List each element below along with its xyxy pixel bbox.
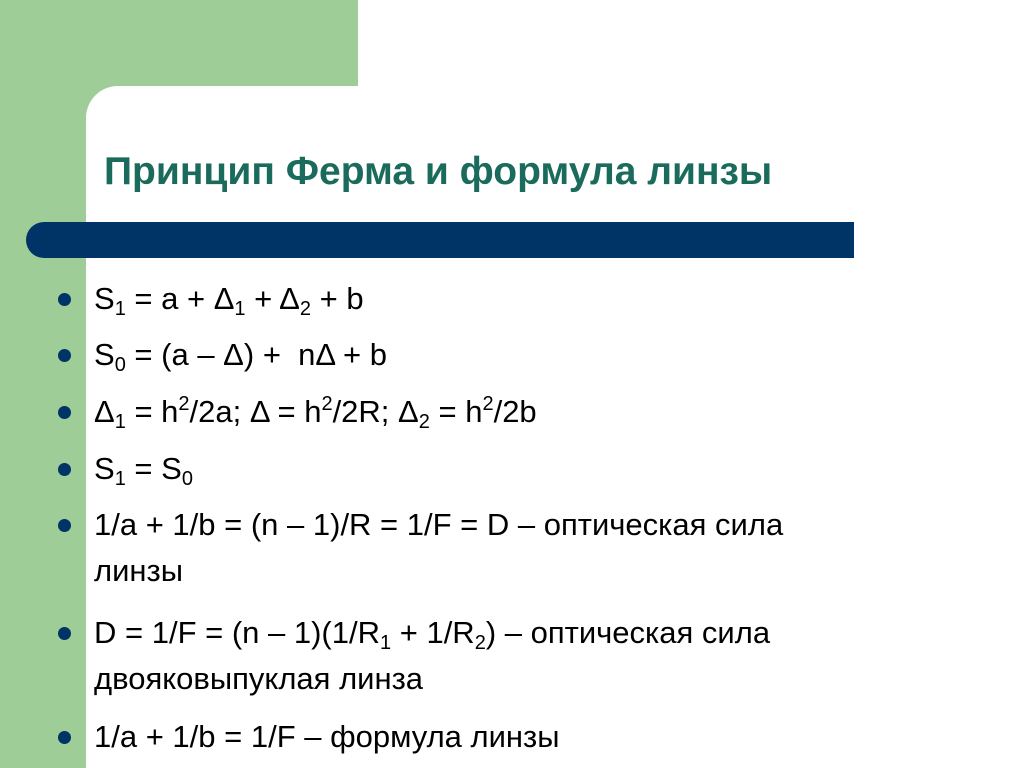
- subscript: 0: [114, 354, 126, 376]
- bullet-dot-icon: [58, 293, 71, 306]
- formula-text-continuation: двояковыпуклая линза: [94, 661, 424, 696]
- bullet-item-6: [94, 610, 994, 702]
- formula-text: + b: [311, 281, 364, 316]
- formula-text: = S: [125, 451, 182, 486]
- superscript: 2: [321, 393, 333, 415]
- formula-text: + Δ: [245, 281, 300, 316]
- formula-text: /2b: [493, 394, 537, 429]
- formula-text-continuation: линзы: [94, 553, 184, 588]
- bullet-item-1: [94, 276, 994, 322]
- bullet-item-7: [94, 714, 994, 760]
- bullet-item-5: [94, 502, 994, 594]
- subscript: 1: [234, 298, 246, 320]
- bullet-dot-icon: [58, 519, 71, 532]
- subscript: 2: [474, 632, 486, 654]
- bullet-dot-icon: [58, 463, 71, 476]
- subscript: 2: [299, 298, 311, 320]
- formula-text: + 1/R: [391, 615, 475, 650]
- bullet-dot-icon: [58, 627, 71, 640]
- formula-text: = h: [125, 394, 179, 429]
- formula-text: = (a – Δ) + nΔ + b: [125, 337, 387, 372]
- formula-text: /2a; Δ = h: [189, 394, 322, 429]
- bullet-dot-icon: [58, 406, 71, 419]
- formula-text: Δ: [94, 394, 115, 429]
- subscript: 1: [380, 632, 392, 654]
- formula-text: 1/a + 1/b = 1/F – формула линзы: [94, 719, 560, 754]
- subscript: 1: [114, 411, 126, 433]
- formula-text: = h: [429, 394, 483, 429]
- bullet-item-4: [94, 446, 994, 492]
- bullet-item-3: [94, 389, 994, 435]
- formula-text: S: [94, 337, 115, 372]
- subscript: 1: [114, 468, 126, 490]
- formula-text: S: [94, 281, 115, 316]
- bullet-item-2: [94, 332, 994, 378]
- formula-text: D = 1/F = (n – 1)(1/R: [94, 615, 380, 650]
- formula-text: ) – оптическая сила: [485, 615, 771, 650]
- bullet-dot-icon: [58, 731, 71, 744]
- superscript: 2: [482, 393, 494, 415]
- formula-text: 1/a + 1/b = (n – 1)/R = 1/F = D – оптическая сила: [94, 507, 784, 542]
- subscript: 2: [418, 411, 430, 433]
- superscript: 2: [178, 393, 190, 415]
- subscript: 1: [114, 298, 126, 320]
- bullet-dot-icon: [58, 349, 71, 362]
- formula-text: = a + Δ: [125, 281, 235, 316]
- subscript: 0: [181, 468, 193, 490]
- slide-title: Принцип Ферма и формула линзы: [104, 150, 773, 193]
- formula-text: /2R; Δ: [332, 394, 419, 429]
- formula-text: S: [94, 451, 115, 486]
